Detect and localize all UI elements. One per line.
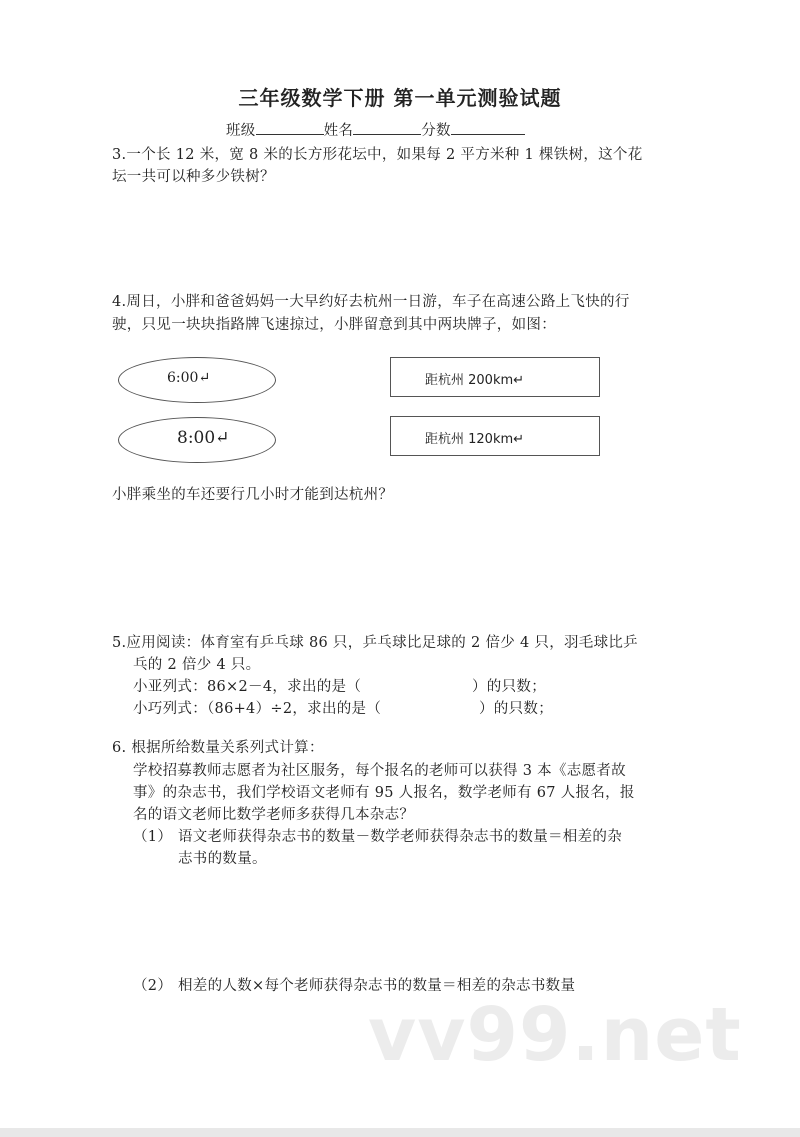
student-info-line bbox=[226, 119, 525, 140]
q6-1-line: 语文老师获得杂志书的数量－数学老师获得杂志书的数量＝相差的杂 bbox=[178, 829, 622, 845]
q6-line: 学校招募教师志愿者为社区服务，每个报名的老师可以获得 3 本《志愿者故 bbox=[133, 763, 626, 779]
q4-question: 小胖乘坐的车还要行几小时才能到达杭州？ bbox=[112, 487, 394, 503]
q6-line: 名的语文老师比数学老师多获得几本杂志？ bbox=[133, 807, 415, 823]
q5-line: 5.应用阅读：体育室有乒乓球 86 只，乒乓球比足球的 2 倍少 4 只，羽毛球比乒 bbox=[112, 635, 638, 651]
watermark: vv99.net bbox=[368, 992, 742, 1078]
name-blank bbox=[353, 122, 421, 135]
q5-line: 乓的 2 倍少 4 只。 bbox=[133, 657, 261, 673]
q6-2-number: （2） bbox=[133, 978, 173, 994]
q6-2-text: 相差的人数×每个老师获得杂志书的数量＝相差的杂志书数量 bbox=[178, 978, 576, 994]
q3-line: 坛一共可以种多少铁树？ bbox=[112, 169, 275, 185]
q6-1-line: 志书的数量。 bbox=[178, 851, 267, 867]
clock-time: 6:00↵ bbox=[167, 370, 211, 386]
score-blank bbox=[451, 122, 525, 135]
q4-line: 4.周日，小胖和爸爸妈妈一大早约好去杭州一日游，车子在高速公路上飞快的行 bbox=[112, 294, 630, 310]
clock-ellipse bbox=[118, 417, 276, 463]
clock-ellipse bbox=[118, 357, 276, 403]
q6-1-number: （1） bbox=[133, 829, 173, 845]
sign-text: 距杭州 200km↵ bbox=[425, 373, 525, 388]
name-label: 姓名 bbox=[323, 123, 354, 139]
q5-xiaoya-pre: 小亚列式：86×2－4，求出的是（ bbox=[133, 679, 362, 695]
page-title: 三年级数学下册 第一单元测验试题 bbox=[238, 86, 562, 110]
q6-line: 6. 根据所给数量关系列式计算： bbox=[112, 740, 324, 756]
road-sign bbox=[390, 416, 600, 456]
q5-xiaoya-post: ）的只数； bbox=[472, 679, 546, 695]
class-blank bbox=[256, 122, 324, 135]
clock-time: 8:00↵ bbox=[177, 428, 230, 448]
road-sign bbox=[390, 357, 600, 397]
q3-line: 3.一个长 12 米，宽 8 米的长方形花坛中，如果每 2 平方米种 1 棵铁树，这个花 bbox=[112, 147, 643, 163]
q4-line: 驶，只见一块块指路牌飞速掠过，小胖留意到其中两块牌子，如图： bbox=[112, 317, 556, 333]
class-label: 班级 bbox=[226, 123, 256, 139]
score-label: 分数 bbox=[421, 123, 451, 139]
q6-line: 事》的杂志书，我们学校语文老师有 95 人报名，数学老师有 67 人报名，报 bbox=[133, 785, 635, 801]
q5-xiaoqiao-post: ）的只数； bbox=[479, 701, 553, 717]
q5-xiaoqiao-pre: 小巧列式：（86+4）÷2，求出的是（ bbox=[133, 701, 382, 717]
page-bottom-edge bbox=[0, 1128, 800, 1137]
sign-text: 距杭州 120km↵ bbox=[425, 432, 525, 447]
